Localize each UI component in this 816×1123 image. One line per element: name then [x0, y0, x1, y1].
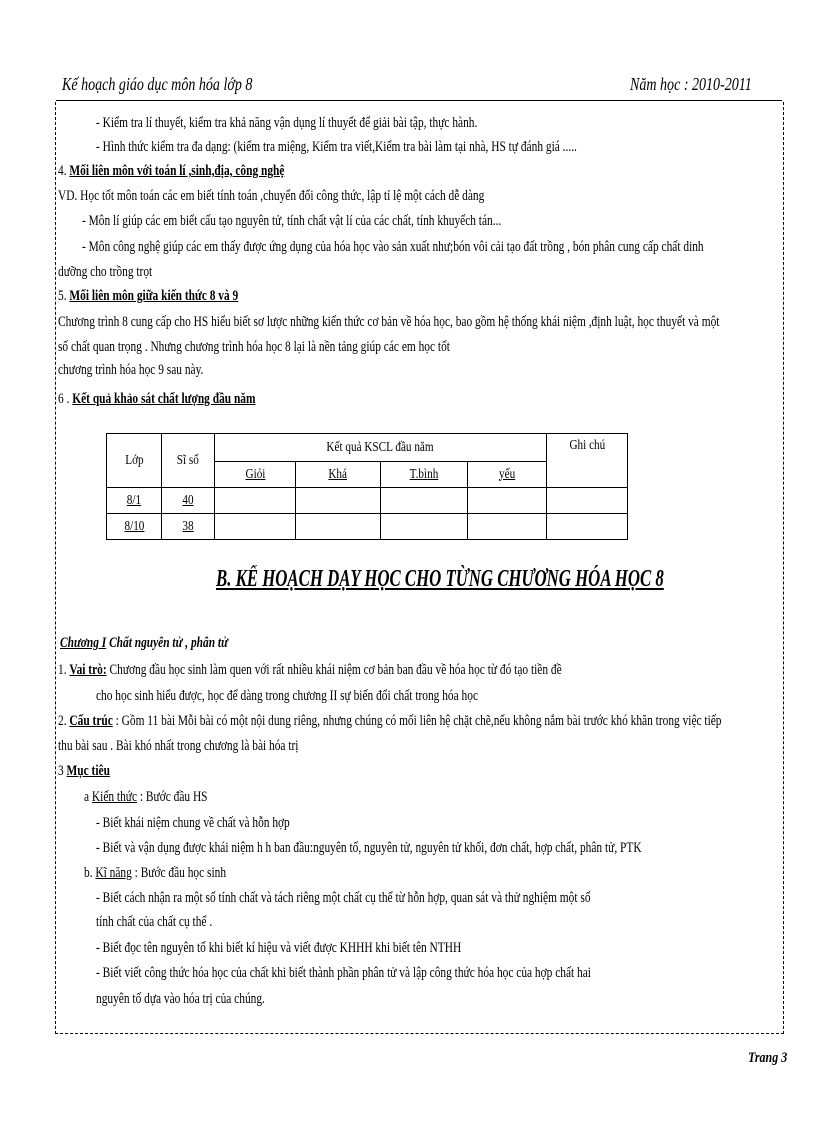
chapter-label: Chương I	[60, 635, 107, 651]
cell-empty	[468, 514, 547, 540]
section-4-para-3a: - Môn công nghệ giúp các em thấy được ứng dụng của hóa học vào sản xuất như;bón vôi cải tạo đất trồng , bón phân cung cấp chất dinh	[82, 239, 704, 255]
knowledge-heading: a Kiến thức : Bước đầu HS	[84, 789, 208, 805]
role-line-a: 1. Vai trò: Chương đầu học sinh làm quen với rất nhiều khái niệm cơ bản ban đầu về hóa học từ đó tạo tiền đề	[58, 662, 562, 678]
cell-empty	[547, 514, 628, 540]
survey-table	[106, 433, 628, 540]
section-4-number: 4.	[58, 163, 70, 179]
table-row	[107, 488, 628, 514]
cell-empty	[381, 488, 468, 514]
header-subject: Kế hoạch giáo dục môn hóa lớp 8	[62, 74, 253, 94]
cell-empty	[381, 514, 468, 540]
knowledge-label: Kiến thức	[91, 789, 138, 805]
th-result: Kết quả KSCL đầu năm	[215, 434, 547, 462]
page-number: Trang 3	[748, 1050, 788, 1066]
th-excellent: Giỏi	[215, 462, 296, 488]
role-label: Vai trò:	[69, 662, 107, 678]
skills-item-1b: tính chất của chất cụ thể .	[96, 914, 213, 930]
cell-class: 8/1	[107, 488, 162, 514]
cell-empty	[215, 514, 296, 540]
eval-line-2: - Hình thức kiểm tra đa dạng: (kiểm tra miệng, Kiểm tra viết,Kiểm tra bài làm tại nhà, HS tự đánh giá .....	[96, 139, 577, 155]
section-5-para-2: số chất quan trọng . Nhưng chương trình hóa học 8 lại là nền tảng giúp các em học tốt	[58, 339, 450, 355]
section-4-para-2: - Môn lí giúp các em biết cấu tạo nguyên tử, tính chất vật lí của các chất, tính khuyếch tán...	[82, 213, 502, 229]
section-6-title: Kết quả khảo sát chất lượng đầu năm	[72, 391, 256, 407]
section-4-para-3b: dưỡng cho trồng trọt	[58, 264, 153, 280]
structure-line-b: thu bài sau . Bài khó nhất trong chương là bài hóa trị	[58, 738, 299, 754]
th-note: Ghi chú	[547, 434, 628, 488]
skills-item-3a: - Biết viết công thức hóa học của chất khi biết thành phần phân tử và lập công thức hóa học của hợp chất hai	[96, 965, 591, 981]
eval-line-1: - Kiểm tra lí thuyết, kiểm tra khả năng vận dụng lí thuyết để giải bài tập, thực hành.	[96, 115, 478, 131]
section-5-para-3: chương trình hóa học 9 sau này.	[58, 362, 204, 378]
objectives-label: Mục tiêu	[66, 763, 110, 779]
section-5-number: 5.	[58, 288, 70, 304]
cell-empty	[296, 488, 381, 514]
knowledge-item-2: - Biết và vận dụng được khái niệm h h ban đầu:nguyên tố, nguyên tử, nguyên tử khối, đơn chất, hợp chất, phân tử, PTK	[96, 840, 642, 856]
section-4-heading	[58, 162, 284, 180]
chapter-heading	[60, 634, 228, 652]
section-5-heading	[58, 287, 238, 305]
th-class: Lớp	[107, 434, 162, 488]
skills-heading: b. Kĩ năng : Bước đầu học sinh	[84, 865, 227, 881]
cell-empty	[296, 514, 381, 540]
skills-item-3b: nguyên tố dựa vào hóa trị của chúng.	[96, 991, 265, 1007]
section-b-title: B. KẾ HOẠCH DẠY HỌC CHO TỪNG CHƯƠNG HÓA HỌC 8	[216, 566, 664, 592]
chapter-name: Chất nguyên tử , phân tử	[106, 635, 228, 651]
skills-label: Kĩ năng	[95, 865, 132, 881]
cell-empty	[547, 488, 628, 514]
section-4-title: Mối liên môn với toán lí ,sinh,địa, công nghệ	[69, 163, 285, 179]
objectives-heading: 3 Mục tiêu	[58, 763, 110, 779]
section-5-title: Mối liên môn giữa kiến thức 8 và 9	[69, 288, 239, 304]
cell-count: 38	[162, 514, 215, 540]
skills-item-2: - Biết đọc tên nguyên tố khi biết kí hiệu và viết được KHHH khi biết tên NTHH	[96, 940, 462, 956]
section-5-para-1: Chương trình 8 cung cấp cho HS hiểu biết sơ lược những kiến thức cơ bản về hóa học, bao gồm hệ thống khái niệm ,định luật, học thuyết và một	[58, 314, 720, 330]
th-weak: yếu	[468, 462, 547, 488]
section-6-heading	[58, 390, 255, 408]
cell-empty	[468, 488, 547, 514]
cell-count: 40	[162, 488, 215, 514]
structure-label: Cấu trúc	[69, 713, 113, 729]
skills-item-1a: - Biết cách nhận ra một số tính chất và tách riêng một chất cụ thể từ hỗn hợp, quan sát và thử nghiệm một số	[96, 890, 591, 906]
table-row	[107, 514, 628, 540]
role-line-b: cho học sinh hiểu được, học để dàng trong chương II sự biến đổi chất trong hóa học	[96, 688, 479, 704]
cell-class: 8/10	[107, 514, 162, 540]
th-average: T.bình	[381, 462, 468, 488]
knowledge-item-1: - Biết khái niệm chung về chất và hỗn hợp	[96, 815, 290, 831]
header-school-year: Năm học : 2010-2011	[630, 74, 752, 94]
section-6-number: 6 .	[58, 391, 70, 407]
section-4-para-1: VD. Học tốt môn toán các em biết tính toán ,chuyển đổi công thức, lập tỉ lệ một cách dễ dàng	[58, 188, 485, 204]
th-count: Sĩ số	[162, 434, 215, 488]
header-rule	[56, 100, 782, 101]
structure-line-a: 2. Cấu trúc : Gồm 11 bài Mỗi bài có một nội dung riêng, nhưng chúng có mối liên hệ chặt chẽ,nếu không nắm bài trước khó khăn trong việc tiếp	[58, 713, 722, 729]
th-good: Khá	[296, 462, 381, 488]
cell-empty	[215, 488, 296, 514]
